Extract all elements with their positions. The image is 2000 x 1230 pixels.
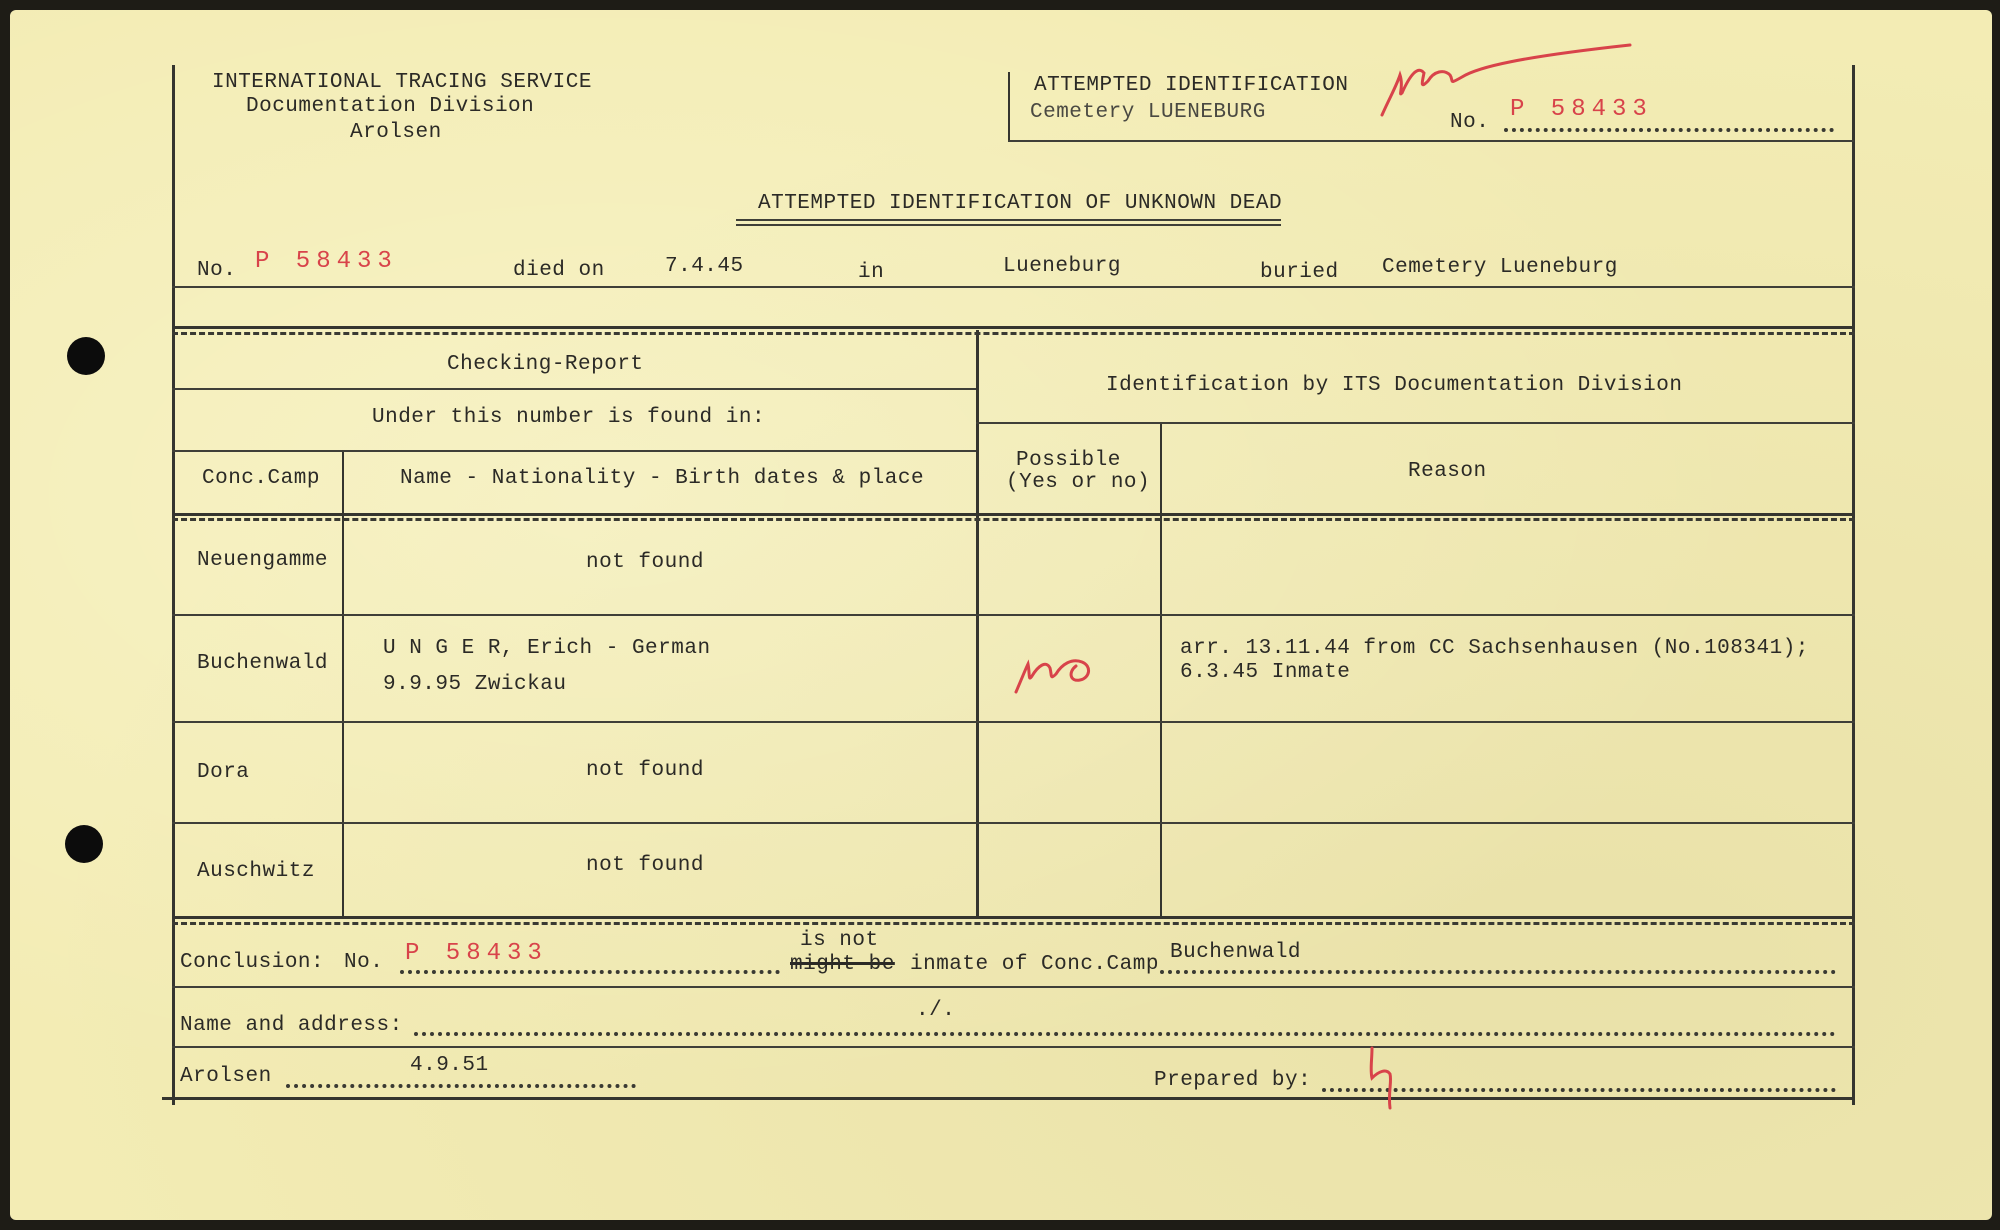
row2-camp: Buchenwald [197,652,329,675]
punch-hole-top [67,337,105,375]
row3-name: not found [586,759,704,782]
row2-reason-line1: arr. 13.11.44 from CC Sachsenhausen (No.108341); [1180,637,1809,660]
record-line [172,286,1855,288]
handwritten-none-mark [1370,35,1640,125]
checking-report-subtitle: Under this number is found in: [372,406,766,429]
box-no-dots [1504,128,1834,132]
row2-line [172,721,1855,723]
row4-camp: Auschwitz [197,860,315,883]
col-header-possible-2: (Yes or no) [1006,471,1151,494]
arolsen-date: 4.9.51 [410,1054,489,1077]
prepared-by-label: Prepared by: [1154,1069,1312,1092]
conclusion-camp-value: Buchenwald [1170,941,1302,964]
row2-possible-handwritten-no [1010,650,1110,700]
name-address-dots [414,1032,1836,1036]
box-cemetery: Cemetery LUENEBURG [1030,101,1266,124]
table-bottom-line [172,916,1855,919]
frame-right-line [1852,65,1855,1105]
row3-camp: Dora [197,761,250,784]
col-header-possible-1: Possible [1016,449,1121,472]
col-header-reason: Reason [1408,460,1487,483]
arolsen-dots [286,1084,636,1088]
table-mid-divider [976,330,979,916]
header-row-line-2 [172,518,1855,521]
conclusion-line [172,986,1855,988]
conclusion-no-value: P 58433 [405,940,548,967]
title-underline-2 [736,224,1281,226]
box-no-label: No. [1450,111,1490,134]
conclusion-inmate-of: inmate of Conc.Camp [910,953,1159,976]
record-no-label: No. [197,259,237,282]
frame-left-line [172,65,175,1105]
box-no-value: P 58433 [1510,96,1653,123]
name-address-value: ./. [916,999,956,1022]
frame-bottom-line [162,1097,1855,1100]
conclusion-no-label: No. [344,951,384,974]
col-header-name: Name - Nationality - Birth dates & place [400,467,925,490]
table-bottom-line-2 [172,922,1855,925]
conclusion-is-not: is not [800,929,879,952]
name-address-line [172,1046,1855,1048]
form-title: ATTEMPTED IDENTIFICATION OF UNKNOWN DEAD [758,192,1283,215]
box-left-line [1008,72,1010,142]
died-on-label: died on [513,259,605,282]
row1-line [172,614,1855,616]
org-line1: INTERNATIONAL TRACING SERVICE [212,71,592,94]
row3-line [172,822,1855,824]
row2-name-line2: 9.9.95 Zwickau [383,673,567,696]
title-underline-1 [736,219,1281,221]
in-label: in [858,261,885,284]
row1-name: not found [586,551,704,574]
identification-line [976,422,1855,424]
possible-col-divider [1160,422,1162,916]
org-line3: Arolsen [350,121,442,144]
box-title: ATTEMPTED IDENTIFICATION [1034,74,1349,97]
box-bottom-line [1008,140,1854,142]
checking-report-title: Checking-Report [447,353,644,376]
header-row-line [172,513,1855,516]
row4-name: not found [586,854,704,877]
subtitle-line [172,450,976,452]
arolsen-label: Arolsen [180,1065,272,1088]
name-address-label: Name and address: [180,1014,403,1037]
col-header-camp: Conc.Camp [202,467,320,490]
conclusion-camp-dots [1160,970,1836,974]
row2-reason-line2: 6.3.45 Inmate [1180,661,1351,684]
row1-camp: Neuengamme [197,549,329,572]
table-top-line-1 [172,326,1855,329]
buried-label: buried [1260,261,1339,284]
in-value: Lueneburg [1003,255,1121,278]
index-card [10,10,1992,1220]
punch-hole-bottom [65,825,103,863]
table-top-line-2 [172,332,1855,335]
conclusion-no-dots [400,970,780,974]
identification-title: Identification by ITS Documentation Division [1106,374,1683,397]
prepared-by-initial [1362,1042,1402,1114]
conclusion-struck: might be [790,953,895,976]
org-line2: Documentation Division [246,95,535,118]
row2-name-line1: U N G E R, Erich - German [383,637,711,660]
checking-report-line [172,388,976,390]
died-on-value: 7.4.45 [665,255,744,278]
conclusion-label: Conclusion: [180,951,325,974]
record-no-value: P 58433 [255,248,398,275]
buried-value: Cemetery Lueneburg [1382,256,1618,279]
